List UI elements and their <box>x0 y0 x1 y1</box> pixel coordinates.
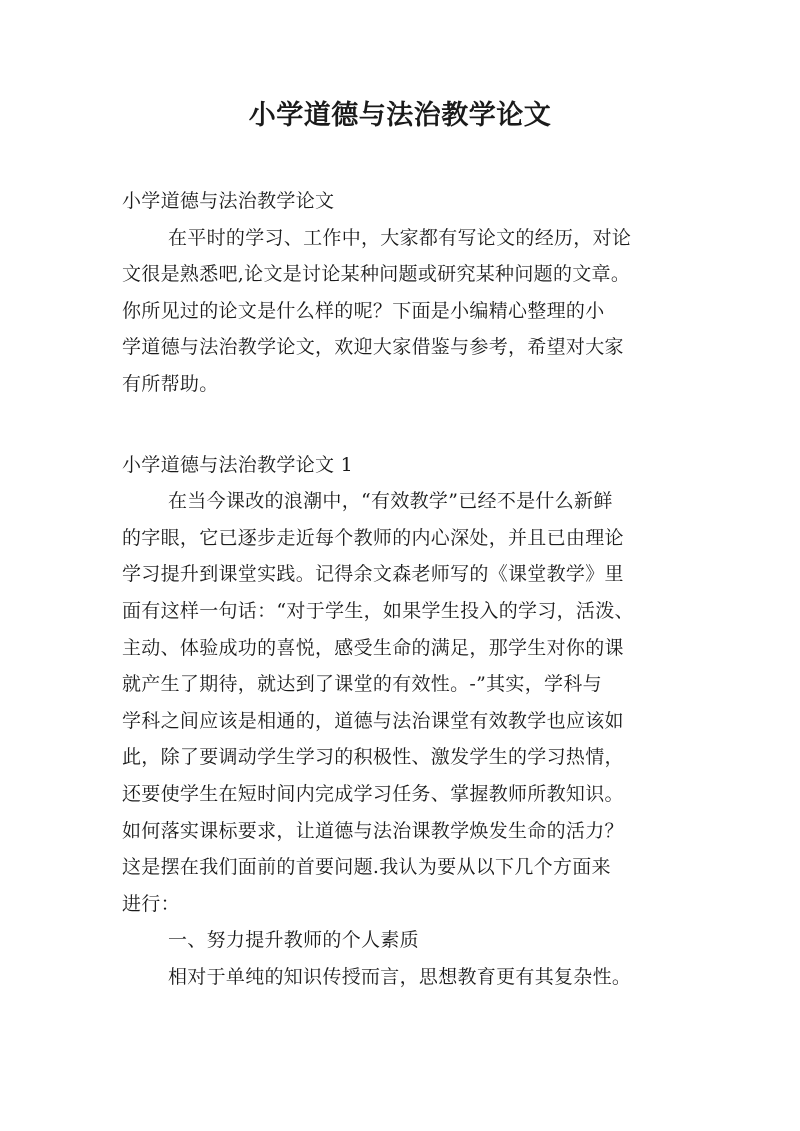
section-line: 在当今课改的浪潮中，“有效教学”已经不是什么新鲜 <box>168 490 613 513</box>
section-heading: 小学道德与法治教学论文 1 <box>122 453 354 476</box>
intro-line: 你所见过的论文是什么样的呢？下面是小编精心整理的小 <box>122 299 605 322</box>
subheading: 一、努力提升教师的个人素质 <box>168 929 419 952</box>
document-title: 小学道德与法治教学论文 <box>248 100 552 131</box>
section-line: 就产生了期待，就达到了课堂的有效性。-”其实，学科与 <box>122 673 602 696</box>
intro-line: 有所帮助。 <box>122 372 219 395</box>
section-line: 学习提升到课堂实践。记得余文森老师写的《课堂教学》里 <box>122 563 624 586</box>
section-line: 的字眼，它已逐步走近每个教师的内心深处，并且已由理论 <box>122 526 624 549</box>
section-line: 学科之间应该是相通的，道德与法治课堂有效教学也应该如 <box>122 709 624 732</box>
section-line: 此，除了要调动学生学习的积极性、激发学生的学习热情， <box>122 746 624 769</box>
intro-line: 在平时的学习、工作中，大家都有写论文的经历，对论 <box>168 226 632 249</box>
section-line: 进行： <box>122 892 180 915</box>
section-spacer <box>122 403 692 447</box>
section-line: 面有这样一句话：“对于学生，如果学生投入的学习，活泼、 <box>122 599 634 622</box>
intro-line: 文很是熟悉吧,论文是讨论某种问题或研究某种问题的文章。 <box>122 263 631 286</box>
section-line: 如何落实课标要求，让道德与法治课教学焕发生命的活力？ <box>122 819 624 842</box>
document-body <box>122 183 692 995</box>
section-line: 还要使学生在短时间内完成学习任务、掌握教师所教知识。 <box>122 782 624 805</box>
section-line: 主动、体验成功的喜悦，感受生命的满足，那学生对你的课 <box>122 636 624 659</box>
intro-heading: 小学道德与法治教学论文 <box>122 190 335 212</box>
paragraph-line: 相对于单纯的知识传授而言，思想教育更有其复杂性。 <box>168 965 632 988</box>
intro-line: 学道德与法治教学论文，欢迎大家借鉴与参考，希望对大家 <box>122 336 624 359</box>
section-line: 这是摆在我们面前的首要问题.我认为要从以下几个方面来 <box>122 856 611 879</box>
